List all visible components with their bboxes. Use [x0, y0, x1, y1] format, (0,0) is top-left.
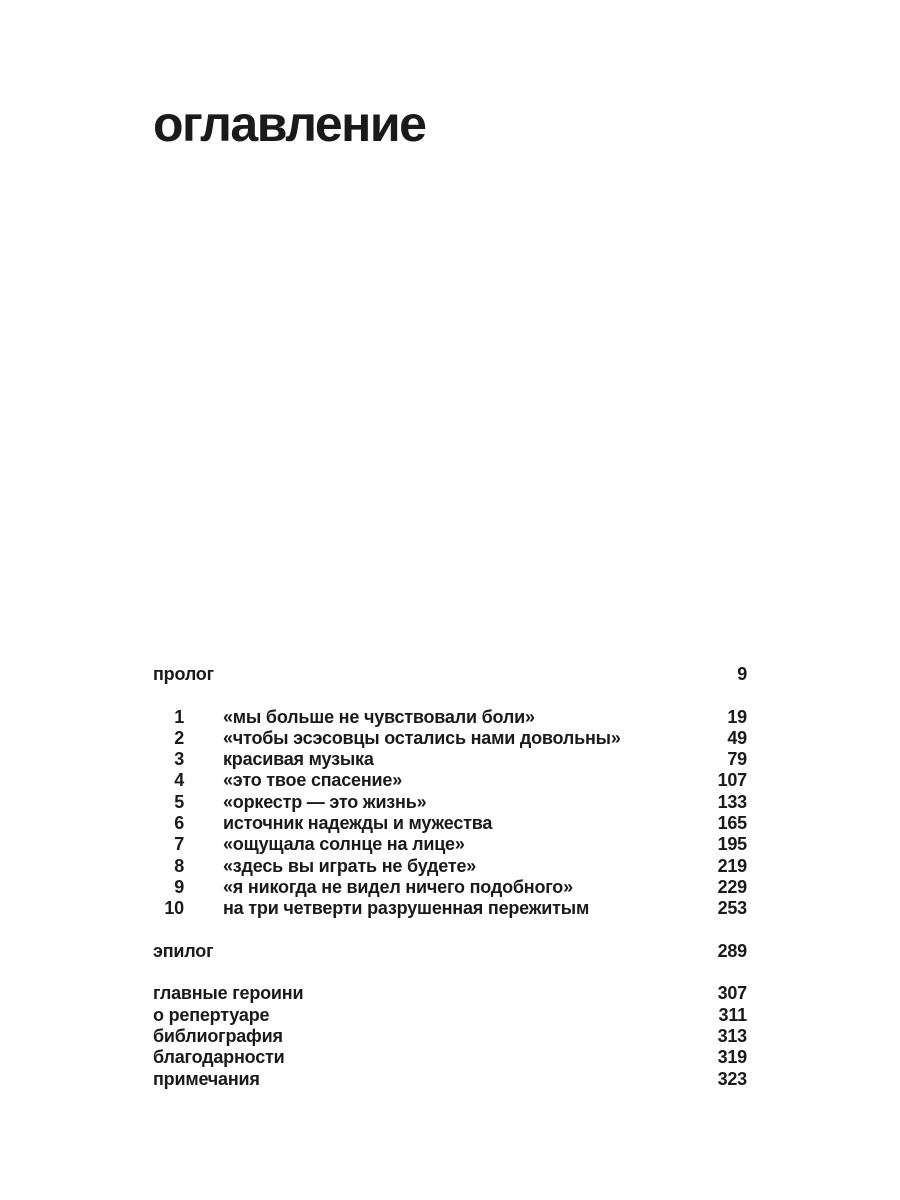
- chapter-number: 3: [174, 749, 184, 770]
- toc-chapter-3: [153, 749, 747, 770]
- toc-entry-label: библиография: [153, 1026, 283, 1047]
- toc-entry-label: благодарности: [153, 1047, 285, 1068]
- chapter-page: 229: [717, 876, 747, 897]
- toc-entry-label: примечания: [153, 1068, 260, 1089]
- chapter-number: 7: [174, 834, 184, 855]
- chapter-number: 6: [174, 813, 184, 834]
- toc-chapter-7: [153, 834, 747, 855]
- chapter-number: 10: [164, 898, 184, 919]
- toc-entry-page: 313: [717, 1026, 747, 1047]
- toc-entry-back-matter: [153, 1026, 747, 1047]
- toc-entry-page: 9: [737, 664, 747, 684]
- chapter-page: 79: [727, 749, 747, 770]
- section-spacer: [153, 920, 747, 941]
- toc-entry-page: 311: [718, 1004, 747, 1025]
- toc-chapter-6: [153, 813, 747, 834]
- toc-entry-epilogue: [153, 941, 747, 962]
- toc-entry-back-matter: [153, 1047, 747, 1068]
- toc-entry-label: пролог: [153, 664, 214, 684]
- chapter-number: 5: [174, 791, 184, 812]
- chapter-number: 9: [174, 876, 184, 897]
- chapter-number: 2: [174, 727, 184, 748]
- toc-entry-prologue: [153, 664, 747, 685]
- toc-entry-label: эпилог: [153, 940, 214, 961]
- chapter-page: 219: [717, 855, 747, 876]
- chapter-title: «ощущала солнце на лице»: [223, 834, 465, 855]
- toc-entry-page: 319: [717, 1047, 747, 1068]
- section-spacer: [153, 685, 747, 706]
- chapter-number: 4: [174, 770, 184, 791]
- table-of-contents: [153, 664, 747, 1090]
- toc-entry-page: 289: [717, 940, 747, 961]
- chapter-title: «оркестр — это жизнь»: [223, 791, 427, 812]
- chapter-page: 165: [717, 813, 747, 834]
- toc-entry-label: о репертуаре: [153, 1004, 270, 1025]
- toc-chapter-8: [153, 856, 747, 877]
- toc-entry-back-matter: [153, 1069, 747, 1090]
- chapter-page: 49: [727, 727, 747, 748]
- chapter-title: на три четверти разрушенная пережитым: [223, 898, 590, 919]
- section-spacer: [153, 962, 747, 983]
- toc-chapter-1: [153, 707, 747, 728]
- chapter-title: «это твое спасение»: [223, 770, 403, 791]
- chapter-page: 195: [717, 834, 747, 855]
- toc-chapter-2: [153, 728, 747, 749]
- chapter-page: 107: [717, 770, 747, 791]
- toc-entry-back-matter: [153, 983, 747, 1004]
- toc-chapter-10: [153, 898, 747, 919]
- toc-entry-page: 323: [717, 1068, 747, 1089]
- chapter-title: источник надежды и мужества: [223, 813, 493, 834]
- toc-chapter-9: [153, 877, 747, 898]
- chapter-number: 1: [174, 706, 184, 727]
- page-title: оглавление: [153, 96, 426, 152]
- toc-entry-back-matter: [153, 1005, 747, 1026]
- chapter-title: «чтобы эсэсовцы остались нами довольны»: [223, 727, 621, 748]
- toc-entry-label: главные героини: [153, 983, 304, 1004]
- chapter-page: 253: [717, 898, 747, 919]
- chapter-title: «здесь вы играть не будете»: [223, 855, 477, 876]
- chapter-title: «мы больше не чувствовали боли»: [223, 706, 535, 727]
- chapter-page: 19: [727, 706, 747, 727]
- chapter-title: красивая музыка: [223, 749, 374, 770]
- toc-entry-page: 307: [717, 983, 747, 1004]
- toc-chapter-4: [153, 770, 747, 791]
- toc-chapter-5: [153, 792, 747, 813]
- chapter-number: 8: [174, 855, 184, 876]
- chapter-page: 133: [717, 791, 747, 812]
- chapter-title: «я никогда не видел ничего подобного»: [223, 876, 573, 897]
